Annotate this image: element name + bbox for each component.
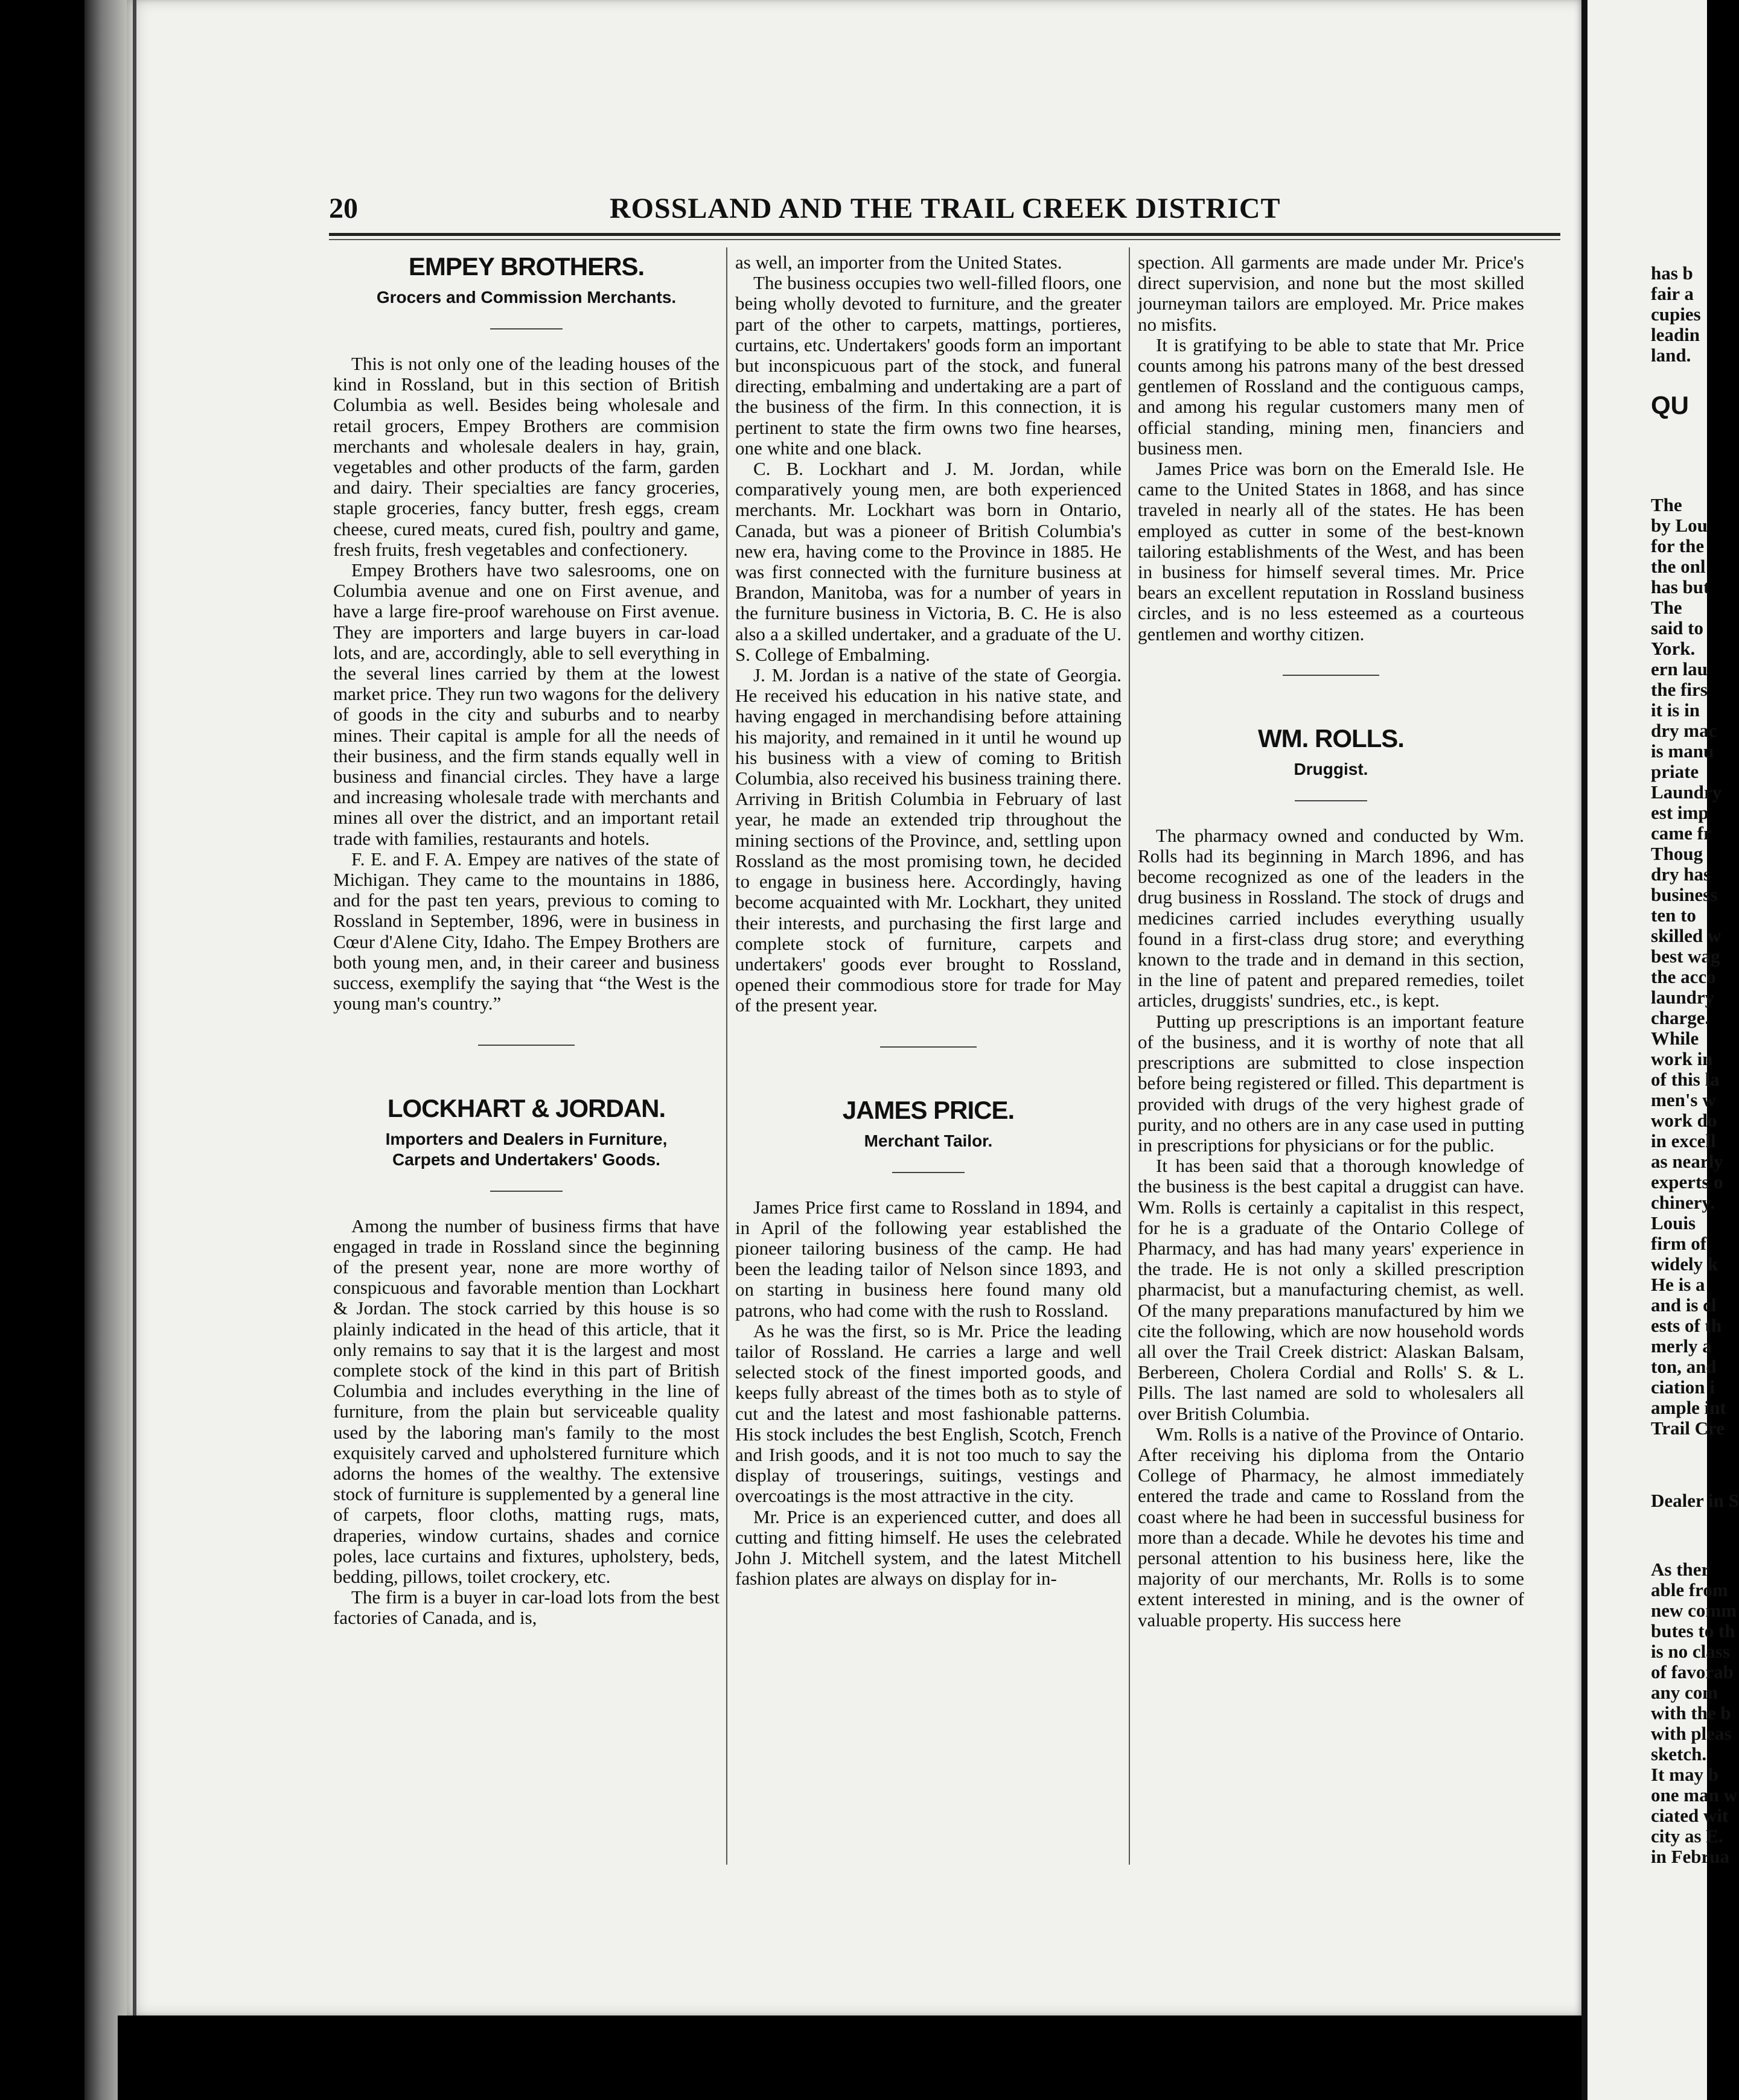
running-title: ROSSLAND AND THE TRAIL CREEK DISTRICT xyxy=(610,192,1281,224)
facing-page-fragment: one man w xyxy=(1651,1784,1737,1806)
facing-page-fragment: land. xyxy=(1651,345,1691,366)
facing-page-fragment: merly a xyxy=(1651,1335,1712,1357)
facing-page-fragment: of favorab xyxy=(1651,1661,1734,1682)
paragraph: The business occupies two well-filled floors, one being wholly devoted to furniture, and the greater part of the other to carpets, mattings, portieres, curtains, etc. Undertakers' goods form an important but inconspicuous part of the stock, and funeral directing, embalming and undertaking are a part of the business of the firm. In this connection, it is pertinent to state the firm owns two fine hearses, one white and one black. xyxy=(735,272,1122,459)
facing-page-fragment: While xyxy=(1651,1028,1699,1049)
column-divider xyxy=(1129,247,1130,1865)
facing-page-fragment: came fr xyxy=(1651,822,1712,844)
facing-page-fragment: ample int xyxy=(1651,1397,1726,1418)
facing-page-fragment: Trail Cre xyxy=(1651,1418,1725,1439)
paragraph: Empey Brothers have two salesrooms, one on Columbia avenue and one on First avenue, and have a large fire-proof warehouse on First avenue. They are importers and large buyers in car-load lots, and are, accordingly, able to sell everything in the several lines carried by them at the lowest market price. They run two wagons for the delivery of goods in the city and suburbs and to nearby mines. Their capital is ample for all the needs of their business, and the firm stands equally well in business and financial circles. They have a large and increasing wholesale trade with merchants and mines all over the district, and an important retail trade with families, restaurants and hotels. xyxy=(333,559,720,849)
facing-page-fragment: and is cl xyxy=(1651,1294,1717,1316)
header-rule-thin xyxy=(329,239,1560,240)
page-number: 20 xyxy=(329,192,358,224)
facing-page-fragment: by Lou xyxy=(1651,515,1708,536)
facing-page-fragment: fair a xyxy=(1651,283,1694,304)
facing-page-fragment: business xyxy=(1651,884,1718,905)
facing-page-fragment: for the xyxy=(1651,535,1705,556)
paragraph: James Price was born on the Emerald Isle. He came to the United States in 1868, and has since traveled in nearly all of the states. He has been employed as cutter in some of the best-known tailoring establishments of the West, and has been in business for himself several times. Mr. Price bears an excellent reputation in Rossland business circles, and is no less esteemed as a courteous gentlemen and worthy citizen. xyxy=(1138,458,1524,644)
paragraph: This is not only one of the leading houses of the kind in Rossland, but in this section of British Columbia as well. Besides being wholesale and retail grocers, Empey Brothers are commision merchants and wholesale dealers in hay, grain, vegetables and other products of the farm, garden and dairy. Their specialties are fancy groceries, staple groceries, fancy butter, fresh eggs, cream cheese, cured meats, cured fish, poultry and game, fresh fruits, fresh vegetables and confectionery. xyxy=(333,353,720,560)
facing-page-fragment: with the b xyxy=(1651,1702,1731,1723)
facing-page-fragment: sketch. xyxy=(1651,1743,1707,1764)
facing-page-fragment: Laundry xyxy=(1651,781,1722,803)
facing-page-fragment: ton, and xyxy=(1651,1356,1717,1377)
facing-page-fragment: York. xyxy=(1651,638,1696,659)
facing-page-fragment: city as E. xyxy=(1651,1825,1723,1847)
facing-page-fragment: the firs xyxy=(1651,679,1708,700)
facing-page-fragment: He is a xyxy=(1651,1274,1705,1295)
facing-page-fragment: As ther xyxy=(1651,1559,1710,1580)
article-subheading-price: Merchant Tailor. xyxy=(864,1131,993,1150)
facing-page-fragment: chinery. xyxy=(1651,1192,1715,1213)
article-heading-price: JAMES PRICE. xyxy=(842,1095,1015,1124)
article-heading-rolls: WM. ROLLS. xyxy=(1258,724,1404,752)
header-rule xyxy=(329,233,1560,236)
paragraph: Mr. Price is an experienced cutter, and does all cutting and fitting himself. He uses the celebrated John J. Mitchell system, and the latest Mitchell fashion plates are always on display for in- xyxy=(735,1506,1122,1589)
paragraph: The firm is a buyer in car-load lots from the best factories of Canada, and is, xyxy=(333,1586,720,1629)
paragraph: as well, an importer from the United States. xyxy=(735,252,1062,273)
facing-page-fragment: The xyxy=(1651,597,1682,618)
scan-bottom-border xyxy=(118,2016,1581,2100)
facing-page-fragment: in Februa xyxy=(1651,1846,1730,1867)
facing-page-fragment: the onl xyxy=(1651,556,1706,577)
section-divider xyxy=(880,1046,977,1048)
divider xyxy=(490,1191,563,1192)
paragraph: James Price first came to Rossland in 1894, and in April of the following year established the pioneer tailoring business of the camp. He had been the leading tailor of Nelson since 1893, and on starting in business here found many old patrons, who had come with the rush to Rossland. xyxy=(735,1196,1122,1321)
facing-page-fragment: is manu xyxy=(1651,740,1714,762)
facing-page-fragment: firm of xyxy=(1651,1233,1707,1254)
facing-page-fragment: It may b xyxy=(1651,1764,1718,1785)
facing-page-fragment: is no class xyxy=(1651,1641,1730,1662)
facing-page-fragment: any com xyxy=(1651,1682,1718,1703)
facing-page-fragment: it is in xyxy=(1651,699,1700,721)
column-divider xyxy=(726,247,727,1865)
paragraph: Wm. Rolls is a native of the Province of Ontario. After receiving his diploma from the Ontario College of Pharmacy, he almost immediately entered the trade and came to Rossland from the coast where he had been in successful business for more than a decade. While he devotes his time and personal attention to his business here, like the majority of our merchants, Mr. Rolls is to some extent interested in mining, and is the owner of valuable property. His success here xyxy=(1138,1423,1524,1631)
paragraph: Putting up prescriptions is an important feature of the business, and it is worthy of note that all prescriptions are submitted to close inspection before being registered or filled. This department is provided with drugs of the very highest grade of purity, and no others are in any case used in putting in prescriptions for physicians or for the public. xyxy=(1138,1010,1524,1156)
facing-page-fragment: charge. xyxy=(1651,1007,1710,1028)
facing-page-fragment: laundry xyxy=(1651,987,1715,1008)
facing-page-fragment: butes to th xyxy=(1651,1620,1735,1641)
facing-page-fragment: ests of th xyxy=(1651,1315,1722,1336)
facing-page-fragment: ten to xyxy=(1651,905,1696,926)
facing-page-fragment: Louis xyxy=(1651,1212,1696,1233)
paragraph: F. E. and F. A. Empey are natives of the state of Michigan. They came to the mountains in 1886, and for the past ten years, previous to coming to Rossland in September, 1896, were in business in Cœur d'Alene City, Idaho. The Empey Brothers are both young men, and, in their career and business success, exemplify the saying that “the West is the young man's country.” xyxy=(333,848,720,1014)
facing-page-fragment: ciation i xyxy=(1651,1376,1715,1398)
facing-page-fragment: in excell xyxy=(1651,1130,1716,1151)
facing-page-fragment: best wag xyxy=(1651,946,1720,967)
paragraph: The pharmacy owned and conducted by Wm. Rolls had its beginning in March 1896, and has become recognized as one of the leaders in the drug business in Rossland. The stock of drugs and medicines carried includes everything usually found in a first-class drug store; and everything known to the trade and in demand in this section, in the line of patent and prepared remedies, toilet articles, druggists' sundries, etc., is kept. xyxy=(1138,824,1524,1011)
facing-page-fragment: dry mac xyxy=(1651,720,1717,741)
facing-page-fragment: dry has xyxy=(1651,864,1711,885)
binding-edge xyxy=(133,0,136,2016)
article-subheading-lockhart: Importers and Dealers in Furniture, Carpets and Undertakers' Goods. xyxy=(385,1129,668,1169)
page-gutter-shadow xyxy=(85,0,127,2100)
facing-page-fragment: said to xyxy=(1651,617,1703,638)
paragraph: It has been said that a thorough knowledge of the business is the best capital a druggist can have. Wm. Rolls is certainly a capitalist in this respect, for he is a graduate of the Ontario College of Pharmacy, and has had many years' experience in the trade. He is not only a skilled prescription pharmacist, but a manufacturing chemist, as well. Of the many preparations manufactured by him we cite the following, which are now household words all over the Trail Creek district: Alaskan Balsam, Berbereen, Cholera Cordial and Rolls' S. & L. Pills. The last named are sold to wholesalers all over British Columbia. xyxy=(1138,1155,1524,1424)
scan-left-border xyxy=(0,0,85,2100)
article-heading-lockhart: LOCKHART & JORDAN. xyxy=(387,1093,666,1122)
facing-page-fragment: new comm xyxy=(1651,1600,1737,1621)
column-2 xyxy=(735,252,1122,1589)
paragraph: J. M. Jordan is a native of the state of Georgia. He received his education in his native state, and having engaged in merchandising before attaining his majority, and remained in it until he wound up his business with a view of coming to British Columbia, also received his business training there. Arriving in British Columbia in February of last year, he made an extended trip throughout the mining sections of the Province, and, settling upon Rossland as the most promising town, he decided to engage in business here. Accordingly, having become acquainted with Mr. Lockhart, they united their interests, and purchasing the first large and complete stock of furniture, carpets and undertakers' goods ever brought to Rossland, opened their commodious store for trade for May of the present year. xyxy=(735,664,1122,1016)
divider xyxy=(1295,800,1367,801)
section-divider xyxy=(1283,675,1379,676)
facing-page-fragment: with pleas xyxy=(1651,1723,1732,1744)
facing-page-fragment: leadin xyxy=(1651,324,1700,345)
divider xyxy=(892,1172,965,1173)
facing-page-fragment: has but xyxy=(1651,576,1710,597)
facing-page-fragment: est imp xyxy=(1651,802,1709,823)
paragraph: Among the number of business firms that have engaged in trade in Rossland since the beginning of the present year, none are more worthy of conspicuous and favorable mention than Lockhart & Jordan. The stock carried by this house is so plainly indicated in the head of this article, that it only remains to say that it is the largest and most complete stock of the kind in this part of British Columbia and includes everything in the line of furniture, from the plain but serviceable quality used by the laboring man's family to the most exquisitely carved and upholstered furniture which adorns the homes of the wealthy. The extensive stock of furniture is supplemented by a general line of carpets, floor cloths, matting rugs, mats, draperies, window curtains, shades and cornice poles, lace curtains and fixtures, upholstery, beds, bedding, pillows, toilet crockery, etc. xyxy=(333,1215,720,1587)
paragraph: As he was the first, so is Mr. Price the leading tailor of Rossland. He carries a large and well selected stock of the finest imported goods, and keeps fully abreast of the times both as to style of cut and the latest and most fashionable patterns. His stock includes the best English, Scotch, French and Irish goods, and it is not too much to say the display of trouserings, suitings, vestings and overcoatings is the most attractive in the city. xyxy=(735,1320,1122,1507)
facing-page-fragment: cupies xyxy=(1651,304,1701,325)
facing-page-fragment: ciated wit xyxy=(1651,1805,1729,1826)
facing-page-fragment: experts o xyxy=(1651,1171,1723,1192)
facing-page-fragment: men's w xyxy=(1651,1089,1716,1110)
facing-page-fragment: of this la xyxy=(1651,1069,1720,1090)
facing-page-fragment: ern lau xyxy=(1651,658,1708,679)
paragraph: It is gratifying to be able to state that Mr. Price counts among his patrons many of the best dressed gentlemen of Rossland and the contiguous camps, and among his regular customers many men of official standing, mining men, financiers and business men. xyxy=(1138,334,1524,459)
paragraph: C. B. Lockhart and J. M. Jordan, while comparatively young men, are both experienced merchants. Mr. Lockhart was born in Ontario, Canada, but was a pioneer of British Columbia's new era, having come to the Province in 1885. He was first connected with the furniture business at Brandon, Manitoba, was for a number of years in the furniture business in Victoria, B. C. He is also also a a skilled undertaker, and a graduate of the U. S. College of Embalming. xyxy=(735,458,1122,665)
facing-page-fragment: able from xyxy=(1651,1579,1728,1600)
article-subheading-rolls: Druggist. xyxy=(1294,759,1368,778)
facing-page-fragment: the acco xyxy=(1651,966,1716,987)
facing-page-fragment: skilled w xyxy=(1651,925,1721,946)
facing-page-fragment: widely k xyxy=(1651,1253,1718,1274)
article-subheading-empey: Grocers and Commission Merchants. xyxy=(376,288,677,307)
facing-page-fragment: work do xyxy=(1651,1110,1717,1131)
divider xyxy=(490,328,563,329)
facing-page-fragment: as nearly xyxy=(1651,1151,1723,1172)
facing-page-fragment: priate xyxy=(1651,761,1699,782)
facing-page-fragment: QU xyxy=(1651,391,1689,419)
column-3 xyxy=(1138,252,1524,1631)
paragraph: spection. All garments are made under Mr. Price's direct supervision, and none but the most skilled journeyman tailors are employed. Mr. Price makes no misfits. xyxy=(1138,252,1524,335)
article-heading-empey: EMPEY BROTHERS. xyxy=(408,252,645,281)
facing-page-fragment: The xyxy=(1651,494,1682,515)
facing-page-fragment: work in xyxy=(1651,1048,1713,1069)
facing-page-fragment: has b xyxy=(1651,262,1693,284)
facing-page-fragment: Dealer in S xyxy=(1651,1490,1739,1511)
facing-page-fragment: Thoug xyxy=(1651,843,1703,864)
section-divider xyxy=(478,1045,575,1046)
column-1 xyxy=(333,252,720,1629)
